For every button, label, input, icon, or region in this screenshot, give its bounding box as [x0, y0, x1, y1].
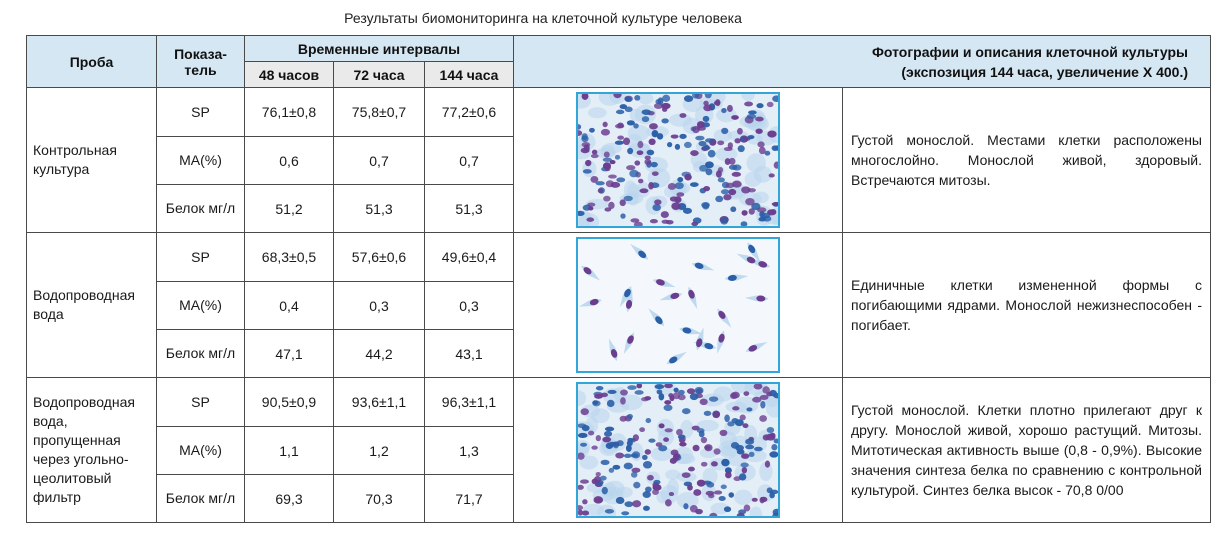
header-indicator-line1: Показа- — [174, 45, 227, 62]
indicator-cell: МА(%) — [157, 137, 245, 185]
description-cell: Густой монослой. Местами клетки расположены многослойно. Монослой живой, здоровый. Встречаются митозы. — [843, 88, 1211, 233]
value-cell: 44,2 — [334, 330, 425, 378]
biomonitoring-table — [26, 35, 1211, 523]
value-cell: 96,3±1,1 — [425, 378, 514, 427]
photo-cell — [514, 88, 843, 233]
photo-cell — [514, 233, 843, 378]
header-indicator — [157, 36, 245, 88]
value-cell: 0,7 — [425, 137, 514, 185]
indicator-cell: Белок мг/л — [157, 330, 245, 378]
header-indicator-line2: тель — [184, 61, 217, 78]
header-interval-72: 72 часа — [334, 62, 425, 88]
value-cell: 51,2 — [245, 185, 334, 233]
header-interval-48: 48 часов — [245, 62, 334, 88]
value-cell: 76,1±0,8 — [245, 88, 334, 137]
value-cell: 71,7 — [425, 475, 514, 523]
value-cell: 0,7 — [334, 137, 425, 185]
value-cell: 70,3 — [334, 475, 425, 523]
cell-culture-photo-tap-water — [576, 237, 780, 373]
table-row — [27, 233, 1211, 282]
cell-culture-photo-control — [576, 92, 780, 228]
value-cell: 1,3 — [425, 427, 514, 475]
value-cell: 0,4 — [245, 282, 334, 330]
indicator-cell: МА(%) — [157, 427, 245, 475]
value-cell: 77,2±0,6 — [425, 88, 514, 137]
value-cell: 0,6 — [245, 137, 334, 185]
indicator-cell: SP — [157, 378, 245, 427]
photo-cell — [514, 378, 843, 523]
header-interval-144: 144 часа — [425, 62, 514, 88]
probe-cell: Водопроводная вода, пропущенная через угольно-цеолитовый фильтр — [27, 378, 157, 523]
cell-culture-photo-filtered-water — [576, 382, 780, 518]
indicator-cell: Белок мг/л — [157, 475, 245, 523]
header-photos-line1: Фотографии и описания клеточной культуры — [871, 43, 1188, 60]
description-cell: Единичные клетки измененной формы с погибающими ядрами. Монослой нежизнеспособен - погибает. — [843, 233, 1211, 378]
header-photos — [514, 36, 1211, 88]
header-time-intervals: Временные интервалы — [245, 36, 514, 62]
probe-cell: Контрольная культура — [27, 88, 157, 233]
value-cell: 90,5±0,9 — [245, 378, 334, 427]
indicator-cell: SP — [157, 233, 245, 282]
value-cell: 1,1 — [245, 427, 334, 475]
indicator-cell: Белок мг/л — [157, 185, 245, 233]
header-probe: Проба — [27, 36, 157, 88]
value-cell: 43,1 — [425, 330, 514, 378]
value-cell: 68,3±0,5 — [245, 233, 334, 282]
header-photos-line2: (экспозиция 144 часа, увеличение Х 400.) — [901, 63, 1188, 80]
table-row — [27, 378, 1211, 427]
value-cell: 75,8±0,7 — [334, 88, 425, 137]
value-cell: 47,1 — [245, 330, 334, 378]
indicator-cell: МА(%) — [157, 282, 245, 330]
table-caption: Результаты биомониторинга на клеточной культуре человека — [344, 10, 742, 26]
value-cell: 49,6±0,4 — [425, 233, 514, 282]
table-row — [27, 88, 1211, 137]
value-cell: 1,2 — [334, 427, 425, 475]
value-cell: 51,3 — [425, 185, 514, 233]
value-cell: 57,6±0,6 — [334, 233, 425, 282]
indicator-cell: SP — [157, 88, 245, 137]
value-cell: 0,3 — [334, 282, 425, 330]
value-cell: 69,3 — [245, 475, 334, 523]
value-cell: 51,3 — [334, 185, 425, 233]
description-cell: Густой монослой. Клетки плотно прилегают друг к другу. Монослой живой, хорошо растущий. Митозы. Митотическая активность выше (0,8 - 0,9%). Высокие значения синтеза белка по сравнению с контрольной культурой. Синтез белка высок - 70,8 0/00 — [843, 378, 1211, 523]
value-cell: 93,6±1,1 — [334, 378, 425, 427]
value-cell: 0,3 — [425, 282, 514, 330]
probe-cell: Водопроводная вода — [27, 233, 157, 378]
